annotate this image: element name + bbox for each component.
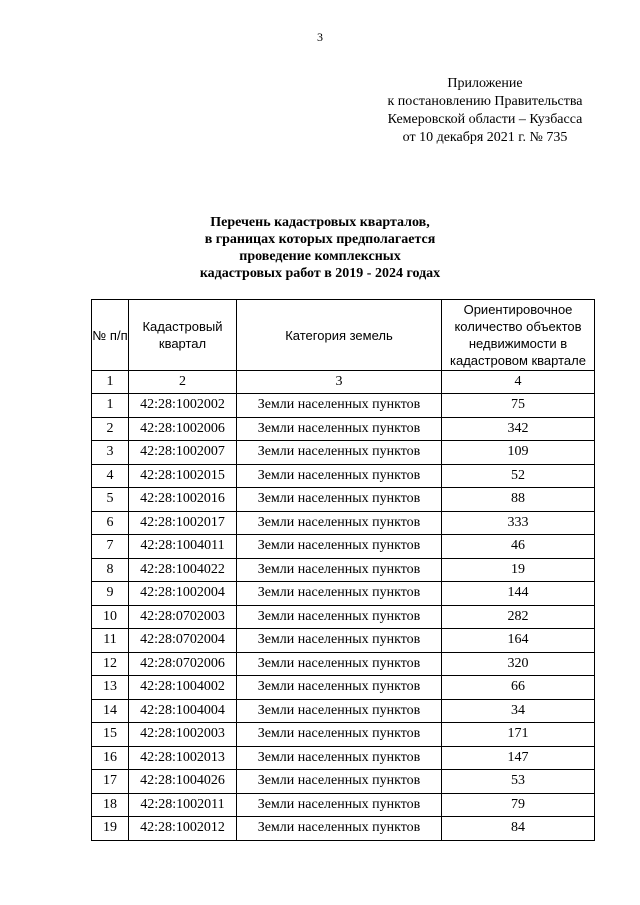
appendix-block xyxy=(330,75,640,147)
cell-num: 11 xyxy=(92,629,129,653)
cell-quarter: 42:28:1002002 xyxy=(129,394,237,418)
cell-count: 19 xyxy=(442,558,595,582)
table-row xyxy=(92,723,595,747)
cell-num: 16 xyxy=(92,746,129,770)
cell-category: Земли населенных пунктов xyxy=(237,394,442,418)
cell-num: 14 xyxy=(92,699,129,723)
cell-quarter: 42:28:1002004 xyxy=(129,582,237,606)
cell-count: 320 xyxy=(442,652,595,676)
cell-category: Земли населенных пунктов xyxy=(237,629,442,653)
column-number-row xyxy=(92,371,595,394)
cell-category: Земли населенных пунктов xyxy=(237,464,442,488)
table-row xyxy=(92,417,595,441)
table-row xyxy=(92,488,595,512)
cell-count: 282 xyxy=(442,605,595,629)
header-num: № п/п xyxy=(92,300,129,371)
appendix-line: от 10 декабря 2021 г. № 735 xyxy=(402,130,568,145)
column-number: 3 xyxy=(237,371,442,394)
cell-category: Земли населенных пунктов xyxy=(237,558,442,582)
column-number: 1 xyxy=(92,371,129,394)
cell-quarter: 42:28:1004004 xyxy=(129,699,237,723)
cell-num: 3 xyxy=(92,441,129,465)
table-row xyxy=(92,394,595,418)
cell-count: 144 xyxy=(442,582,595,606)
table-row xyxy=(92,676,595,700)
cell-num: 7 xyxy=(92,535,129,559)
table-row xyxy=(92,746,595,770)
title-line: проведение комплексных xyxy=(239,249,401,264)
cell-num: 17 xyxy=(92,770,129,794)
table-row xyxy=(92,511,595,535)
cell-category: Земли населенных пунктов xyxy=(237,441,442,465)
table-row xyxy=(92,441,595,465)
header-count: Ориентировочное количество объектов недвижимости в кадастровом квартале xyxy=(442,300,595,371)
cell-category: Земли населенных пунктов xyxy=(237,699,442,723)
cell-category: Земли населенных пунктов xyxy=(237,417,442,441)
cell-quarter: 42:28:1002006 xyxy=(129,417,237,441)
cell-num: 19 xyxy=(92,817,129,841)
cell-category: Земли населенных пунктов xyxy=(237,817,442,841)
cell-num: 8 xyxy=(92,558,129,582)
cell-count: 333 xyxy=(442,511,595,535)
cell-num: 10 xyxy=(92,605,129,629)
table-row xyxy=(92,535,595,559)
table-row xyxy=(92,558,595,582)
title-line: кадастровых работ в 2019 - 2024 годах xyxy=(199,266,441,281)
cell-category: Земли населенных пунктов xyxy=(237,605,442,629)
cell-quarter: 42:28:1002013 xyxy=(129,746,237,770)
cell-num: 13 xyxy=(92,676,129,700)
cell-quarter: 42:28:0702006 xyxy=(129,652,237,676)
cell-category: Земли населенных пунктов xyxy=(237,793,442,817)
cell-num: 12 xyxy=(92,652,129,676)
table-row xyxy=(92,817,595,841)
appendix-line: Кемеровской области – Кузбасса xyxy=(387,112,583,127)
cell-category: Земли населенных пунктов xyxy=(237,676,442,700)
cell-quarter: 42:28:1002016 xyxy=(129,488,237,512)
title-line: в границах которых предполагается xyxy=(204,232,436,247)
header-quarter: Кадастровый квартал xyxy=(129,300,237,371)
cell-num: 5 xyxy=(92,488,129,512)
cell-num: 1 xyxy=(92,394,129,418)
table-row xyxy=(92,770,595,794)
cell-count: 84 xyxy=(442,817,595,841)
appendix-line: Приложение xyxy=(447,76,523,91)
table-row xyxy=(92,793,595,817)
cell-category: Земли населенных пунктов xyxy=(237,488,442,512)
table-row xyxy=(92,582,595,606)
cell-count: 79 xyxy=(442,793,595,817)
cell-count: 88 xyxy=(442,488,595,512)
cell-category: Земли населенных пунктов xyxy=(237,770,442,794)
cell-quarter: 42:28:1002011 xyxy=(129,793,237,817)
cell-quarter: 42:28:1002007 xyxy=(129,441,237,465)
cell-count: 53 xyxy=(442,770,595,794)
cell-count: 34 xyxy=(442,699,595,723)
cell-quarter: 42:28:1002012 xyxy=(129,817,237,841)
document-title xyxy=(0,214,640,282)
cell-num: 6 xyxy=(92,511,129,535)
cell-count: 46 xyxy=(442,535,595,559)
cell-quarter: 42:28:1002017 xyxy=(129,511,237,535)
table-row xyxy=(92,605,595,629)
cell-quarter: 42:28:1004002 xyxy=(129,676,237,700)
cell-count: 75 xyxy=(442,394,595,418)
cell-count: 164 xyxy=(442,629,595,653)
table-row xyxy=(92,652,595,676)
table-row xyxy=(92,629,595,653)
table-header-row xyxy=(92,300,595,371)
cell-category: Земли населенных пунктов xyxy=(237,582,442,606)
cell-quarter: 42:28:1004026 xyxy=(129,770,237,794)
cell-category: Земли населенных пунктов xyxy=(237,723,442,747)
column-number: 2 xyxy=(129,371,237,394)
cell-category: Земли населенных пунктов xyxy=(237,535,442,559)
appendix-line: к постановлению Правительства xyxy=(387,94,583,109)
cell-quarter: 42:28:0702004 xyxy=(129,629,237,653)
column-number: 4 xyxy=(442,371,595,394)
cell-num: 9 xyxy=(92,582,129,606)
cell-count: 52 xyxy=(442,464,595,488)
cell-quarter: 42:28:1004011 xyxy=(129,535,237,559)
cell-num: 2 xyxy=(92,417,129,441)
cell-quarter: 42:28:1002003 xyxy=(129,723,237,747)
title-line: Перечень кадастровых кварталов, xyxy=(210,215,430,230)
cell-quarter: 42:28:1004022 xyxy=(129,558,237,582)
cell-count: 147 xyxy=(442,746,595,770)
cell-num: 18 xyxy=(92,793,129,817)
cell-category: Земли населенных пунктов xyxy=(237,511,442,535)
header-category: Категория земель xyxy=(237,300,442,371)
cell-category: Земли населенных пунктов xyxy=(237,652,442,676)
table-row xyxy=(92,464,595,488)
cell-count: 342 xyxy=(442,417,595,441)
page-number: 3 xyxy=(317,30,323,44)
cell-num: 15 xyxy=(92,723,129,747)
cell-quarter: 42:28:1002015 xyxy=(129,464,237,488)
cell-count: 66 xyxy=(442,676,595,700)
cell-count: 109 xyxy=(442,441,595,465)
cell-count: 171 xyxy=(442,723,595,747)
table-row xyxy=(92,699,595,723)
cell-quarter: 42:28:0702003 xyxy=(129,605,237,629)
cadastral-table xyxy=(91,299,595,841)
cell-category: Земли населенных пунктов xyxy=(237,746,442,770)
cell-num: 4 xyxy=(92,464,129,488)
